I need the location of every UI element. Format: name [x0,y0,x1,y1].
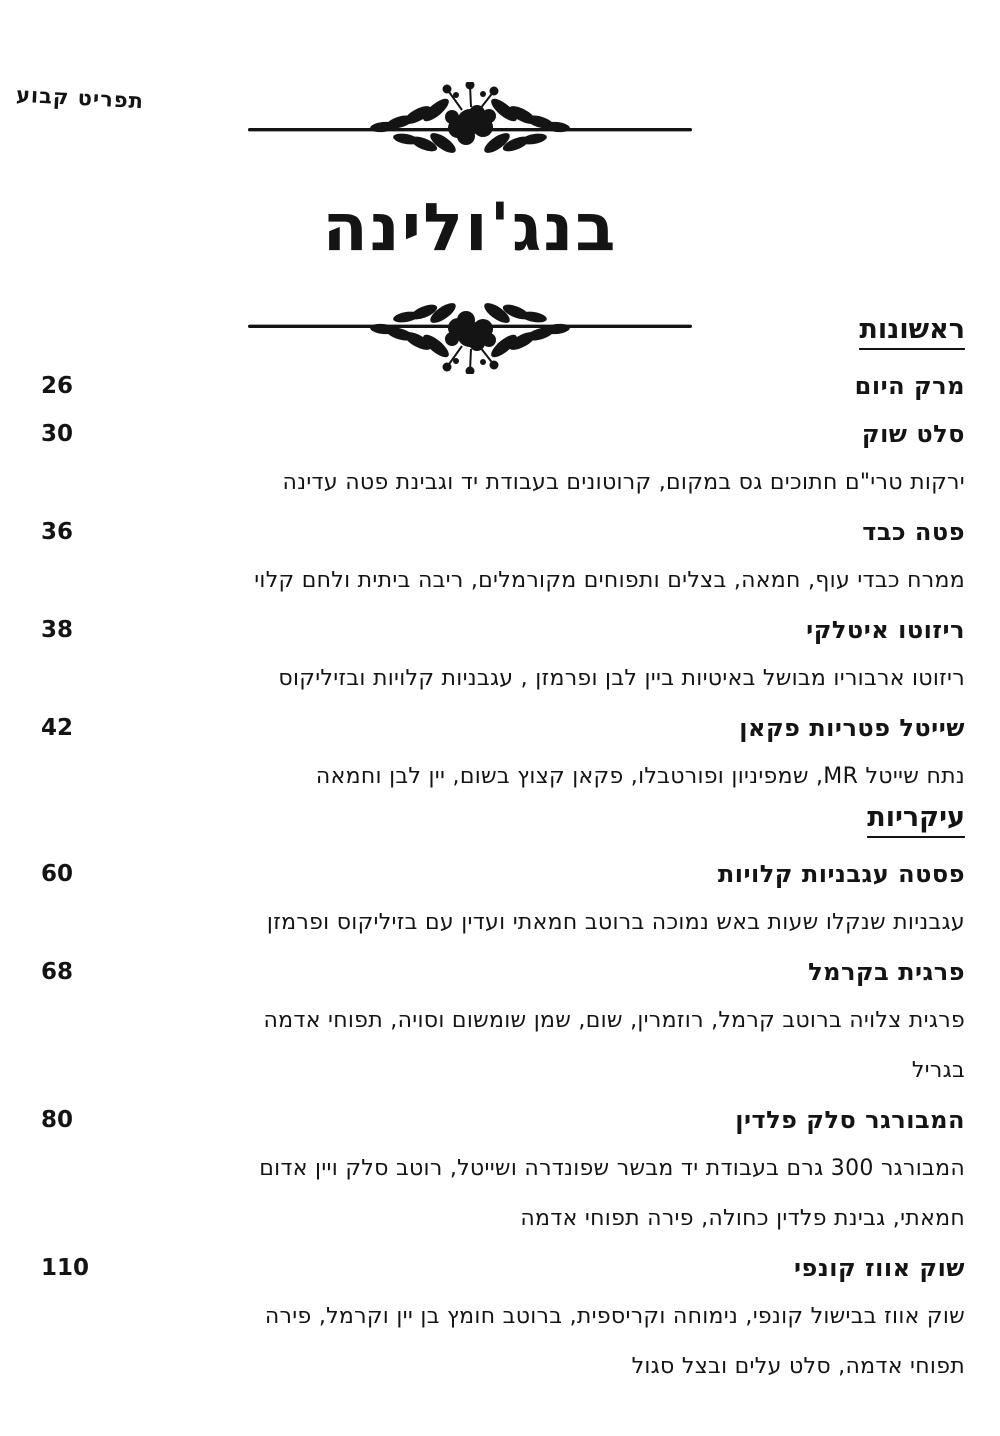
item-name: ריזוטו איטלקי [806,616,965,644]
item-price: 68 [41,959,74,985]
item-price: 110 [41,1255,90,1281]
menu-item-soup [35,362,965,410]
item-row [35,606,965,654]
item-row [35,850,965,898]
item-name: פרגית בקרמל [808,958,965,986]
menu-item-mushroom-steak [35,704,965,802]
item-description: ירקות טרי"ם חתוכים גס במקום, קרוטונים בעבודת יד וגבינת פטה עדינה [282,470,965,495]
section-heading-starters [35,314,965,352]
section-starters [35,314,965,802]
item-description: המבורגר 300 גרם בעבודת יד מבשר שפונדרה ושייטל, רוטב סלק ויין אדום [259,1156,965,1181]
item-name: שוק אווז קונפי [793,1254,965,1282]
menu-item-caramel-chicken [35,948,965,1096]
page-title: בנג'ולינה [322,189,618,266]
item-name: המבורגר סלק פלדין [735,1106,965,1134]
item-description: חמאתי, גבינת פלדין כחולה, פירה תפוחי אדמה [520,1206,965,1231]
item-description: תפוחי אדמה, סלט עלים ובצל סגול [631,1354,965,1379]
menu-item-market-salad [35,410,965,508]
item-name: פטה כבד [862,518,965,546]
item-description: ממרח כבדי עוף, חמאה, בצלים ותפוחים מקורמלים, ריבה ביתית ולחם קלוי [254,568,965,593]
item-price: 26 [41,373,74,399]
item-description: בגריל [911,1058,965,1083]
menu [35,314,965,1392]
item-description: שוק אווז בבישול קונפי, נימוחה וקריספית, ברוטב חומץ בן יין וקרמל, פירה [264,1304,965,1329]
item-price: 38 [41,617,74,643]
item-row [35,508,965,556]
item-name: מרק היום [854,372,965,400]
item-price: 80 [41,1107,74,1133]
section-heading-label: ראשונות [859,314,965,350]
item-row [35,704,965,752]
item-price: 30 [41,421,74,447]
corner-note: תפריט קבוע [15,82,145,114]
section-heading-label: עיקריות [867,802,965,838]
item-row [35,410,965,458]
section-heading-mains [35,802,965,840]
item-description: עגבניות שנקלו שעות באש נמוכה ברוטב חמאתי ועדין עם בזיליקוס ופרמזן [266,910,965,935]
item-row [35,362,965,410]
item-price: 60 [41,861,74,887]
item-name: שייטל פטריות פקאן [739,714,965,742]
item-description: ריזוטו ארבוריו מבושל באיטיות ביין לבן ופרמזן , עגבניות קלויות ובזיליקוס [278,666,965,691]
item-name: פסטה עגבניות קלויות [717,860,965,888]
item-row [35,1096,965,1144]
section-mains [35,802,965,1392]
floral-divider-top-icon [240,82,700,178]
menu-item-goose-confit [35,1244,965,1392]
item-price: 36 [41,519,74,545]
menu-item-liver-pate [35,508,965,606]
item-row [35,948,965,996]
menu-item-tomato-pasta [35,850,965,948]
item-row [35,1244,965,1292]
item-price: 42 [41,715,74,741]
menu-item-risotto [35,606,965,704]
item-description: נתח שייטל MR, שמפיניון ופורטבלו, פקאן קצוץ בשום, יין לבן וחמאה [315,764,965,789]
item-description: פרגית צלויה ברוטב קרמל, רוזמרין, שום, שמן שומשום וסויה, תפוחי אדמה [263,1008,965,1033]
menu-item-beet-burger [35,1096,965,1244]
item-name: סלט שוק [861,420,965,448]
